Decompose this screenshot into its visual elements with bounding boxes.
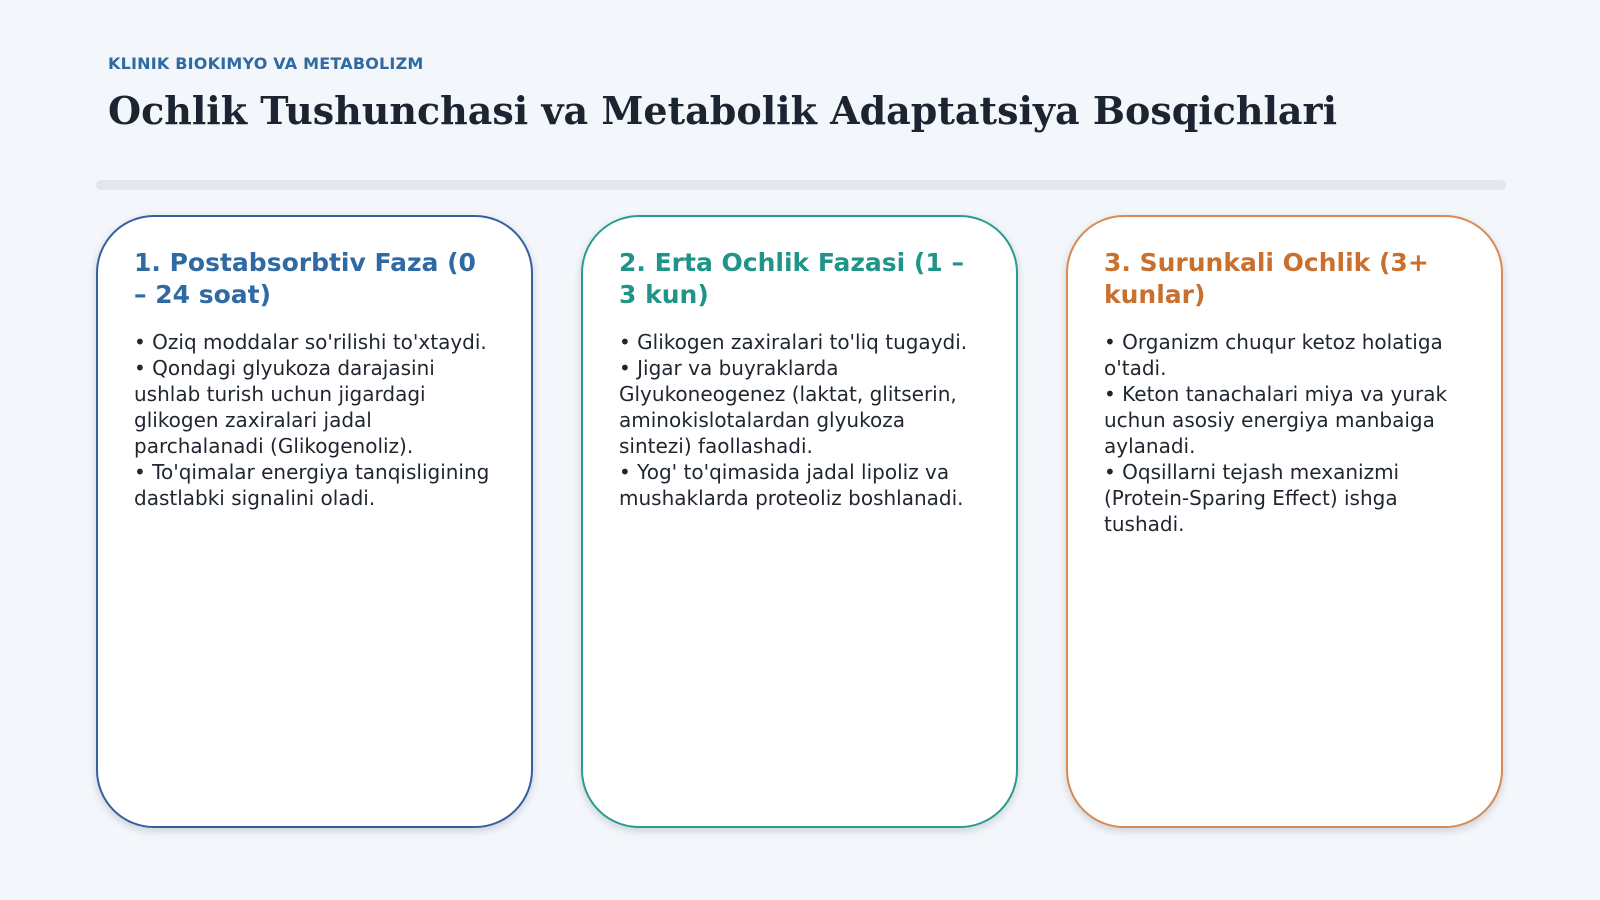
section-kicker: KLINIK BIOKIMYO VA METABOLIZM	[108, 54, 424, 73]
bullet-item: • To'qimalar energiya tanqisligining dastlabki signalini oladi.	[134, 460, 490, 510]
bullet-item: • Oqsillarni tejash mexanizmi (Protein-Sparing Effect) ishga tushadi.	[1104, 460, 1400, 536]
bullet-item: • Oziq moddalar so'rilishi to'xtaydi.	[134, 330, 487, 354]
phase-card-early-starvation	[581, 215, 1018, 828]
card-body	[134, 329, 497, 511]
phase-card-chronic-starvation	[1066, 215, 1503, 828]
bullet-item: • Keton tanachalari miya va yurak uchun asosiy energiya manbaiga aylanadi.	[1104, 382, 1448, 458]
phase-card-postabsorptive	[96, 215, 533, 828]
bullet-item: • Glikogen zaxiralari to'liq tugaydi.	[619, 330, 968, 354]
bullet-item: • Qondagi glyukoza darajasini ushlab turish uchun jigardagi glikogen zaxiralari jadal parchalanadi (Glikogenoliz).	[134, 356, 435, 458]
card-body	[619, 329, 982, 511]
card-body	[1104, 329, 1467, 537]
card-title: 2. Erta Ochlik Fazasi (1 – 3 kun)	[619, 248, 964, 309]
card-title: 3. Surunkali Ochlik (3+ kunlar)	[1104, 248, 1429, 309]
bullet-item: • Yog' to'qimasida jadal lipoliz va mushaklarda proteoliz boshlanadi.	[619, 460, 964, 510]
card-title: 1. Postabsorbtiv Faza (0 – 24 soat)	[134, 248, 476, 309]
page-title: Ochlik Tushunchasi va Metabolik Adaptatsiya Bosqichlari	[108, 88, 1338, 133]
bullet-item: • Organizm chuqur ketoz holatiga o'tadi.	[1104, 330, 1443, 380]
header-divider	[96, 180, 1506, 190]
bullet-item: • Jigar va buyraklarda Glyukoneogenez (laktat, glitserin, aminokislotalardan glyukoza sintezi) faollashadi.	[619, 356, 957, 458]
